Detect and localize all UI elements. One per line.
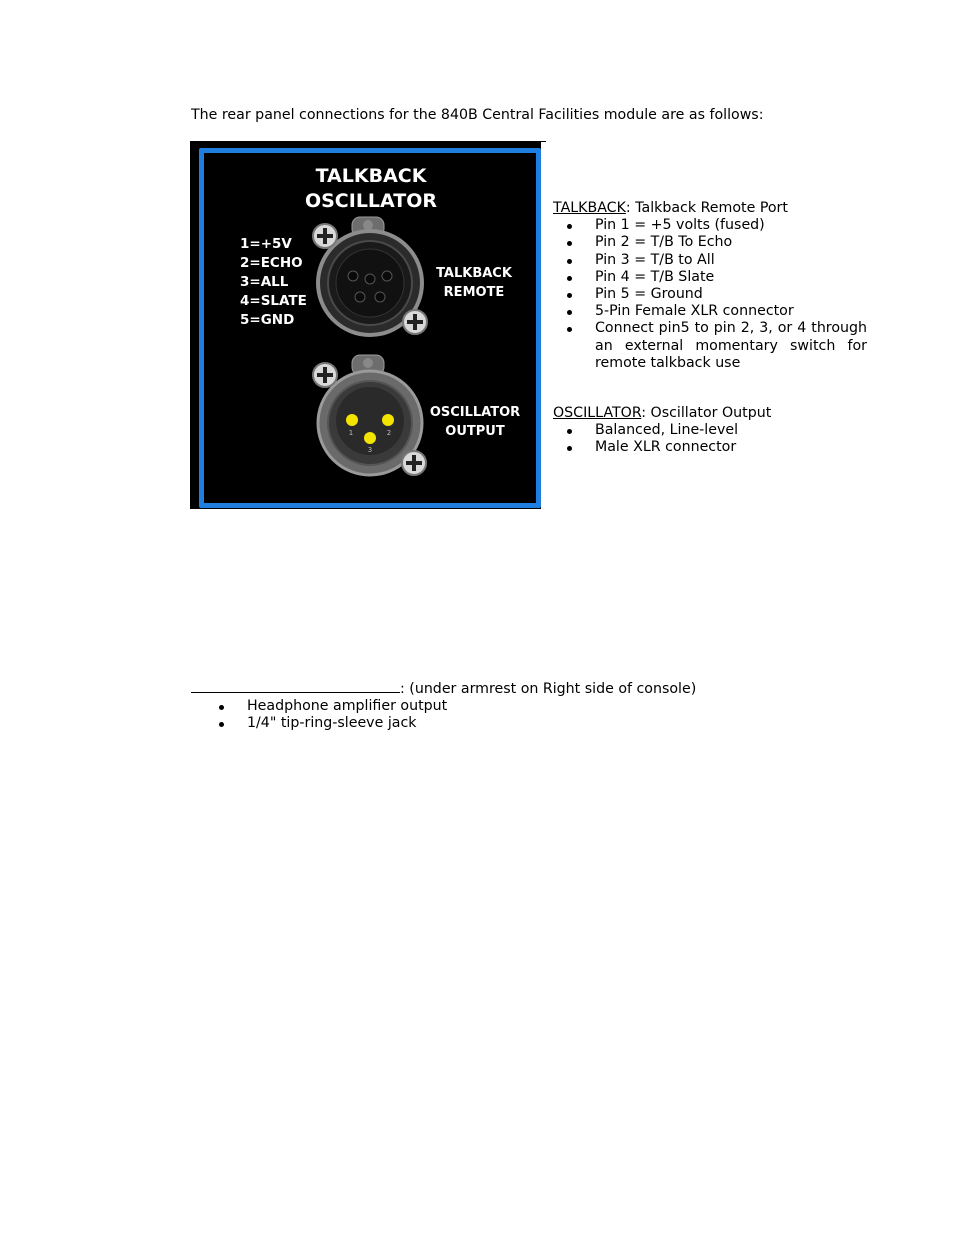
- headphone-section: [191, 679, 791, 733]
- screw-icon: [403, 310, 427, 334]
- oscillator-heading: OSCILLATOR: Oscillator Output: [553, 405, 772, 421]
- list-item: Pin 3 = T/B to All: [553, 252, 867, 269]
- list-item: Male XLR connector: [553, 439, 867, 456]
- pin-label-1: 1=+5V: [240, 236, 292, 252]
- oscillator-list: [553, 422, 867, 456]
- pin-label-4: 4=SLATE: [240, 293, 307, 309]
- xlr-pin-2: [382, 414, 394, 426]
- list-item: Headphone amplifier output: [191, 698, 791, 715]
- list-item: Pin 5 = Ground: [553, 286, 867, 303]
- pin-label-3: 3=ALL: [240, 274, 289, 290]
- headphone-heading: : (under armrest on Right side of console): [191, 679, 791, 698]
- rear-panel-image: [190, 141, 541, 509]
- oscillator-section: [553, 405, 867, 457]
- panel-title-line1: TALKBACK: [315, 165, 427, 187]
- talkback-section: [553, 200, 867, 372]
- panel-title-line2: OSCILLATOR: [304, 190, 438, 212]
- talkback-remote-label-line1: TALKBACK: [436, 266, 512, 281]
- xlr-pin-number-2: 2: [386, 429, 392, 437]
- list-item: Pin 2 = T/B To Echo: [553, 234, 867, 251]
- screw-icon: [402, 451, 426, 475]
- list-item: Balanced, Line-level: [553, 422, 867, 439]
- headphone-list: [191, 698, 791, 732]
- talkback-heading: TALKBACK: Talkback Remote Port: [553, 200, 788, 216]
- xlr-pin-3: [364, 432, 376, 444]
- panel-drawing: [190, 141, 541, 509]
- screw-icon: [313, 224, 337, 248]
- xlr-pin-number-3: 3: [367, 446, 373, 454]
- xlr-pin-1: [346, 414, 358, 426]
- screw-icon: [313, 363, 337, 387]
- list-item: 5-Pin Female XLR connector: [553, 303, 867, 320]
- list-item: Pin 1 = +5 volts (fused): [553, 217, 867, 234]
- oscillator-output-label-line2: OUTPUT: [445, 424, 505, 439]
- blank-underline: [191, 679, 400, 693]
- list-item: Connect pin5 to pin 2, 3, or 4 through an external momentary switch for remote talkback use: [553, 320, 867, 372]
- oscillator-output-label-line1: OSCILLATOR: [429, 405, 521, 420]
- talkback-list: [553, 217, 867, 372]
- list-item: 1/4" tip-ring-sleeve jack: [191, 715, 791, 732]
- pin-label-5: 5=GND: [240, 312, 295, 328]
- list-item: Pin 4 = T/B Slate: [553, 269, 867, 286]
- xlr-pin-number-1: 1: [348, 429, 354, 437]
- talkback-remote-label-line2: REMOTE: [443, 285, 505, 300]
- pin-label-2: 2=ECHO: [240, 255, 303, 271]
- intro-text: The rear panel connections for the 840B Central Facilities module are as follows:: [191, 107, 764, 123]
